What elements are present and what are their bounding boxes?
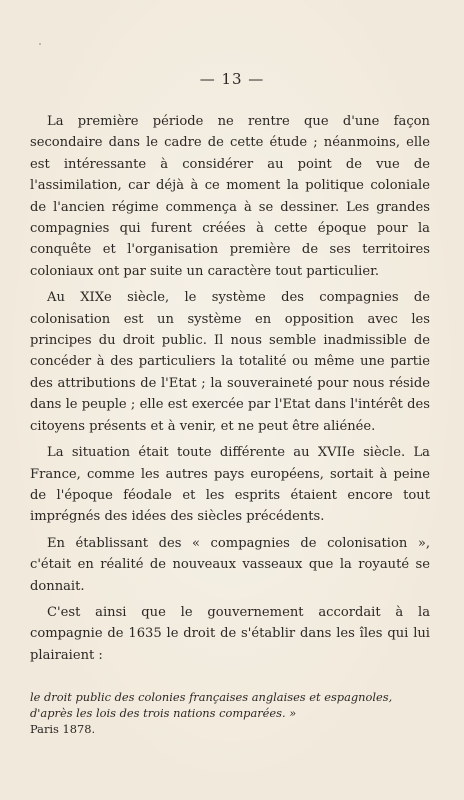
paragraph-1: La première période ne rentre que d'une façon secondaire dans le cadre de cette étude ; néanmoins, elle est intéressante à considérer au point de vue de l'assimilation, car déjà à ce moment la politique coloniale de l'ancien régime commença à se dessiner. Les grandes compagnies qui furent créées à cette époque pour la conquête et l'organisation première de ses territoires coloniaux ont par suite un caractère tout particulier.	[30, 114, 430, 279]
footnote-title: le droit public des colonies françaises anglaises et espagnoles, d'après les lois des trois nations comparées. »	[30, 690, 393, 720]
body-text	[30, 111, 430, 666]
paragraph-5: C'est ainsi que le gouvernement accordait à la compagnie de 1635 le droit de s'établir dans les îles qui lui plairaient :	[30, 604, 430, 663]
page-number: — 13 —	[199, 70, 265, 88]
footnote	[30, 689, 435, 737]
paragraph-3: La situation était toute différente au XVIIe siècle. La France, comme les autres pays européens, sortait à peine de l'époque féodale et les esprits étaient encore tout imprégnés des idées des siècles précédents.	[30, 445, 430, 525]
paragraph-2: Au XIXe siècle, le système des compagnies de colonisation est un système en opposition avec les principes du droit public. Il nous semble inadmissible de concéder à des particuliers la totalité ou même une partie des attributions de l'Etat ; la souveraineté pour nous réside dans le peuple ; elle est exercée par l'Etat dans l'intérêt des citoyens présents et à venir, et ne peut être aliénée.	[30, 290, 430, 434]
footnote-place-date: Paris 1878.	[30, 722, 96, 736]
paper-speck	[39, 43, 41, 45]
paragraph-4: En établissant des « compagnies de colonisation », c'était en réalité de nouveaux vasseaux que la royauté se donnait.	[30, 535, 430, 594]
